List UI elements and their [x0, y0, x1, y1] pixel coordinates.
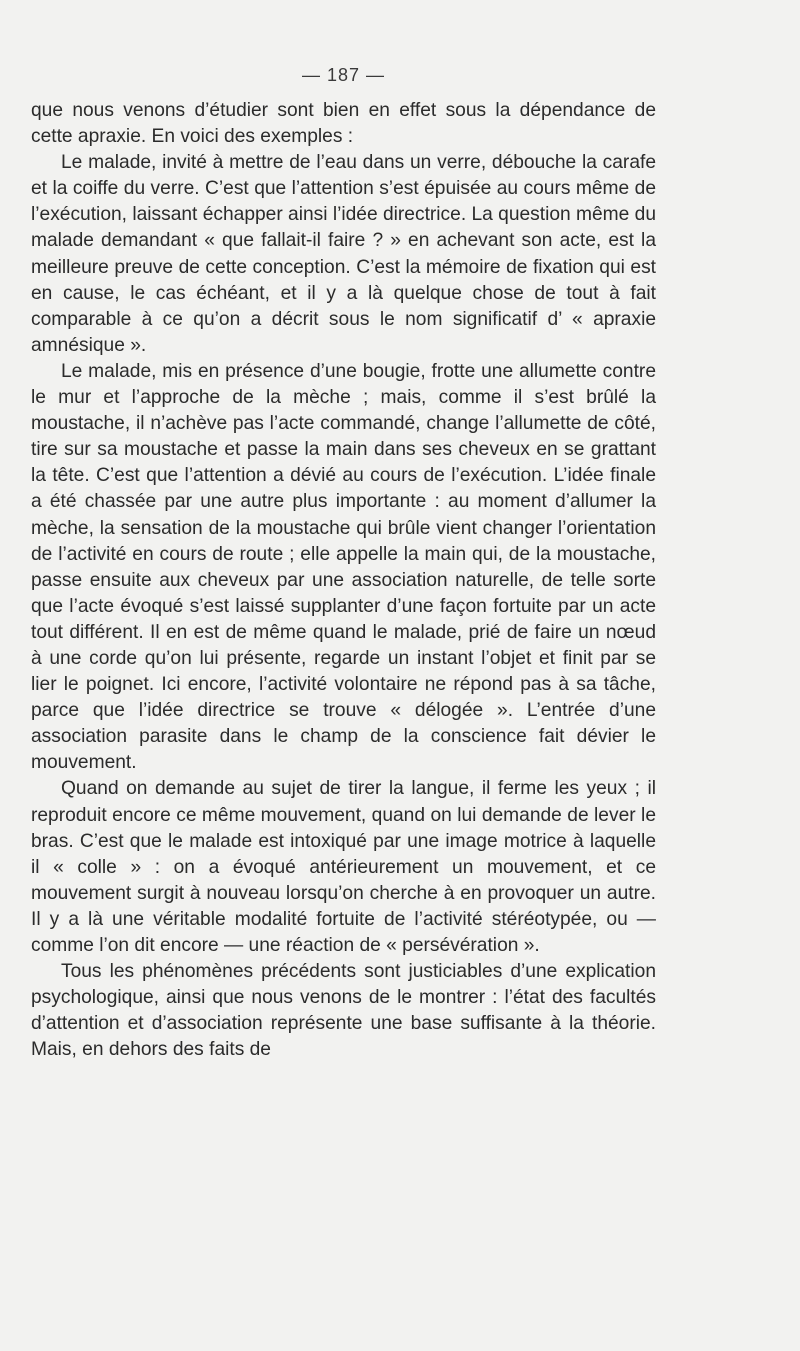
- paragraph-perseveration: Quand on demande au sujet de tirer la langue, il ferme les yeux ; il reproduit encore ce même mouvement, quand on lui demande de lever le bras. C’est que le malade est intoxiqué par une image motrice à laquelle il « colle » : on a évoqué antérieurement un mouvement, et ce mouvement surgit à nouveau lorsqu’on cherche à en provoquer un autre. Il y a là une véritable modalité fortuite de l’activité stéréotypée, ou — comme l’on dit encore — une réaction de « persévération ».: [31, 778, 656, 956]
- paragraph-candle-example: Le malade, mis en présence d’une bougie, frotte une allumette contre le mur et l’approche de la mèche ; mais, comme il s’est brûlé la moustache, il n’achève pas l’acte commandé, change l’allumette de côté, tire sur sa moustache et passe la main dans ses cheveux en se grattant la tête. C’est que l’attention a dévié au cours de l’exécution. L’idée finale a été chassée par une autre plus importante : au moment d’allumer la mèche, la sensation de la moustache qui brûle vient changer l’orientation de l’activité en cours de route ; elle appelle la main qui, de la moustache, passe ensuite aux cheveux par une association naturelle, de telle sorte que l’acte évoqué s’est laissé supplanter d’une façon fortuite par un acte tout différent. Il en est de même quand le malade, prié de faire un nœud à une corde qu’on lui présente, regarde un instant l’objet et finit par se lier le poignet. Ici encore, l’activité volontaire ne répond pas à sa tâche, parce que l’idée directrice se trouve « délogée ». L’entrée d’une association parasite dans le champ de la conscience fait dévier le mouvement.: [31, 360, 656, 774]
- paragraph-carafe-example: Le malade, invité à mettre de l’eau dans un verre, débouche la carafe et la coiffe du verre. C’est que l’attention s’est épuisée au cours même de l’exécution, laissant échapper ainsi l’idée directrice. La question même du malade demandant « que fallait-il faire ? » en achevant son acte, est la meilleure preuve de cette conception. C’est la mémoire de fixation qui est en cause, le cas échéant, et il y a là quelque chose de tout à fait comparable à ce qu’on a décrit sous le nom significatif d’ « apraxie amnésique ».: [31, 152, 657, 356]
- page-number: — 187 —: [301, 65, 386, 85]
- paragraph-explanation: Tous les phénomènes précédents sont justiciables d’une explication psychologique, ainsi que nous venons de le montrer : l’état des facultés d’attention et d’association représente une base suffisante à la théorie. Mais, en dehors des faits de: [31, 961, 656, 1061]
- paragraph-continuation: que nous venons d’étudier sont bien en effet sous la dépendance de cette apraxie. En voici des exemples :: [31, 100, 656, 148]
- book-page: [31, 60, 656, 1063]
